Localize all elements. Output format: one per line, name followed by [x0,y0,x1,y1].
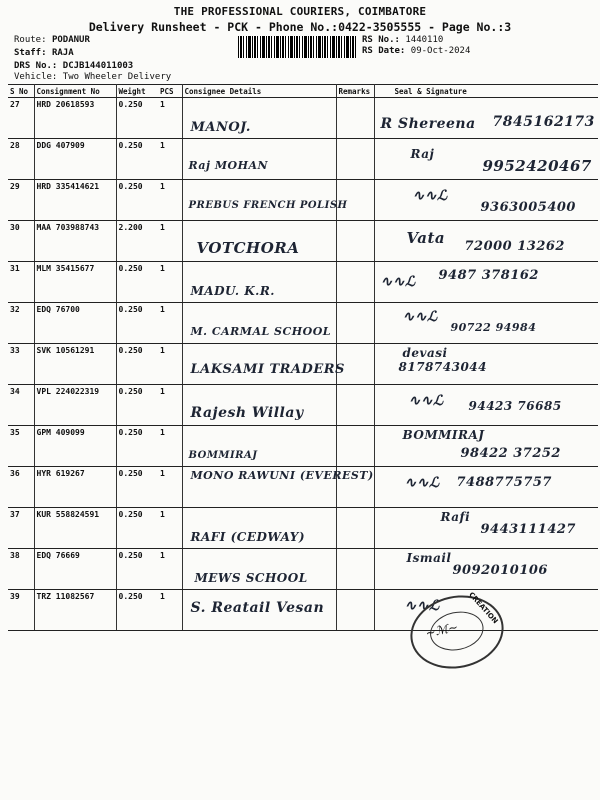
cell-remarks [336,303,374,344]
signature-handwriting: Vata [406,229,446,247]
col-signature: Seal & Signature [374,85,598,98]
drs-line [14,61,133,71]
col-consignee: Consignee Details [182,85,336,98]
signature-handwriting: BOMMIRAJ [402,428,485,442]
signature-handwriting: Rafi [440,510,471,524]
route-line [14,35,90,45]
cell-signature [374,221,598,262]
cell-consignment-no: EDQ 76700 [34,303,116,344]
phone-handwriting: 90722 94984 [450,321,537,334]
cell-pcs: 1 [158,385,182,426]
cell-consignee [182,221,336,262]
cell-consignment-no: EDQ 76669 [34,549,116,590]
table-row [8,467,598,508]
barcode [238,36,356,58]
stamp-signature-icon: ~ℳ~ [424,619,460,641]
table-row [8,180,598,221]
table-header-row [8,85,598,98]
cell-signature [374,426,598,467]
phone-handwriting: 9443111427 [480,522,576,537]
cell-weight: 0.250 [116,385,158,426]
cell-signature [374,303,598,344]
cell-consignment-no: HYR 619267 [34,467,116,508]
table-row [8,98,598,139]
consignee-handwriting: MEWS SCHOOL [194,571,308,585]
cell-pcs: 1 [158,467,182,508]
cell-consignee [182,180,348,221]
vehicle-line [14,72,171,82]
consignee-handwriting: M. CARMAL SCHOOL [190,325,332,338]
table-row [8,385,598,426]
cell-pcs: 1 [158,508,182,549]
consignee-handwriting: MONO RAWUNI (EVEREST) [190,469,374,482]
cell-signature [374,385,598,426]
col-pcs: PCS [158,85,182,98]
consignee-handwriting: S. Reatail Vesan [190,600,325,616]
cell-consignee [182,385,336,426]
phone-handwriting: 72000 13262 [464,239,565,254]
drs-label: DRS No.: [14,61,58,71]
cell-pcs: 1 [158,303,182,344]
consignee-handwriting: Rajesh Willay [190,405,304,421]
staff-line [14,48,74,58]
vehicle-label: Vehicle: [14,72,58,82]
cell-sno: 32 [8,303,34,344]
cell-sno: 27 [8,98,34,139]
signature-handwriting: devasi [402,346,448,360]
cell-consignee [182,139,336,180]
vehicle-value: Two Wheeler Delivery [62,72,172,82]
phone-handwriting: 9952420467 [482,157,592,175]
cell-remarks [336,590,374,631]
phone-handwriting: 8178743044 [398,360,487,374]
cell-signature [374,549,598,590]
cell-pcs: 1 [158,98,182,139]
cell-consignee [182,549,336,590]
cell-weight: 0.250 [116,467,158,508]
cell-consignment-no: GPM 409099 [34,426,116,467]
cell-sno: 35 [8,426,34,467]
cell-consignee [182,262,336,303]
drs-value: DCJB144011003 [62,61,134,71]
company-title: THE PROFESSIONAL COURIERS, COIMBATORE [173,5,427,18]
cell-remarks [336,508,374,549]
cell-consignee [182,508,336,549]
cell-weight: 0.250 [116,262,158,303]
cell-weight: 0.250 [116,303,158,344]
consignee-handwriting: LAKSAMI TRADERS [190,362,345,377]
cell-sno: 30 [8,221,34,262]
signature-scribble-icon: ∿∿ℒ [402,309,438,325]
cell-pcs: 1 [158,426,182,467]
staff-label: Staff: [14,48,47,58]
cell-consignment-no: HRD 20618593 [34,98,116,139]
cell-remarks [336,221,374,262]
cell-remarks [336,549,374,590]
signature-scribble-icon: ∿∿ℒ [412,188,448,204]
cell-weight: 0.250 [116,98,158,139]
cell-signature [374,98,598,139]
cell-remarks [336,139,374,180]
table-row [8,344,598,385]
rs-no-label: RS No.: [362,35,400,45]
cell-consignee [182,344,345,385]
cell-sno: 39 [8,590,34,631]
cell-consignment-no: VPL 224022319 [34,385,116,426]
staff-value: RAJA [51,48,74,58]
cell-consignment-no: MLM 35415677 [34,262,116,303]
cell-sno: 38 [8,549,34,590]
phone-handwriting: 7845162173 [492,114,595,130]
cell-remarks [336,262,374,303]
cell-sno: 33 [8,344,34,385]
cell-consignee [182,426,336,467]
cell-weight: 0.250 [116,590,158,631]
signature-scribble-icon: ∿∿ℒ [404,598,440,614]
signature-handwriting: Ismail [406,551,452,565]
cell-pcs: 1 [158,344,182,385]
cell-consignment-no: HRD 335414621 [34,180,116,221]
consignee-handwriting: PREBUS FRENCH POLISH [188,200,348,211]
cell-weight: 0.250 [116,139,158,180]
col-remarks: Remarks [336,85,374,98]
phone-handwriting: 7488775757 [456,475,552,490]
table-row [8,590,598,631]
col-consignment-no: Consignment No [34,85,116,98]
phone-handwriting: 98422 37252 [460,446,561,461]
cell-remarks [336,344,374,385]
runsheet-subtitle: Delivery Runsheet - PCK - Phone No.:0422-3505555 - Page No.:3 [88,20,512,34]
signature-handwriting: R Shereena [380,116,476,132]
runsheet-table [8,84,598,631]
phone-handwriting: 9363005400 [480,200,576,215]
consignee-handwriting: MANOJ. [190,120,251,135]
consignee-handwriting: VOTCHORA [196,239,300,257]
cell-weight: 0.250 [116,180,158,221]
table-row [8,303,598,344]
cell-consignment-no: MAA 703988743 [34,221,116,262]
table-row [8,262,598,303]
phone-handwriting: 9092010106 [452,563,548,578]
cell-signature [374,139,598,180]
rs-date-value: 09-Oct-2024 [410,46,471,56]
cell-signature [374,180,598,221]
cell-consignment-no: DDG 407909 [34,139,116,180]
consignee-handwriting: RAFI (CEDWAY) [190,530,306,544]
cell-weight: 0.250 [116,508,158,549]
phone-handwriting: 9487 378162 [438,268,539,283]
consignee-handwriting: Raj MOHAN [188,159,269,172]
route-value: PODANUR [51,35,90,45]
cell-weight: 0.250 [116,549,158,590]
route-label: Route: [14,35,47,45]
rs-no-value: 1440110 [405,35,444,45]
signature-scribble-icon: ∿∿ℒ [380,274,416,290]
col-sno: S No [8,85,34,98]
cell-weight: 0.250 [116,344,158,385]
table-row [8,139,598,180]
cell-weight: 0.250 [116,426,158,467]
cell-consignee [182,98,336,139]
cell-sno: 29 [8,180,34,221]
cell-weight: 2.200 [116,221,158,262]
cell-pcs: 1 [158,262,182,303]
cell-remarks [336,467,374,508]
rs-date-label: RS Date: [362,46,406,56]
cell-consignment-no: TRZ 11082567 [34,590,116,631]
cell-pcs: 1 [158,221,182,262]
cell-consignee [182,467,374,508]
cell-signature [374,508,598,549]
cell-pcs: 1 [158,180,182,221]
table-row [8,426,598,467]
cell-remarks [336,426,374,467]
cell-sno: 28 [8,139,34,180]
stamp-text: CREATION [467,590,500,626]
signature-scribble-icon: ∿∿ℒ [408,393,444,409]
cell-consignee [182,303,336,344]
cell-pcs: 1 [158,549,182,590]
cell-sno: 36 [8,467,34,508]
cell-sno: 31 [8,262,34,303]
cell-remarks [336,385,374,426]
cell-consignment-no: SVK 10561291 [34,344,116,385]
signature-scribble-icon: ∿∿ℒ [404,475,440,491]
table-row [8,549,598,590]
cell-signature [374,262,598,303]
rs-date-line [362,46,470,56]
cell-sno: 34 [8,385,34,426]
cell-sno: 37 [8,508,34,549]
rs-no-line [362,35,443,45]
cell-signature [374,344,598,385]
col-weight: Weight [116,85,158,98]
signature-handwriting: Raj [410,147,435,161]
table-row [8,221,598,262]
table-row [8,508,598,549]
cell-pcs: 1 [158,139,182,180]
cell-remarks [336,180,374,221]
cell-signature [374,467,598,508]
consignee-handwriting: MADU. K.R. [190,284,275,298]
cell-consignment-no: KUR 558824591 [34,508,116,549]
cell-pcs: 1 [158,590,182,631]
cell-consignee [182,590,336,631]
cell-remarks [336,98,374,139]
consignee-handwriting: BOMMIRAJ [188,450,258,461]
phone-handwriting: 94423 76685 [468,399,562,413]
